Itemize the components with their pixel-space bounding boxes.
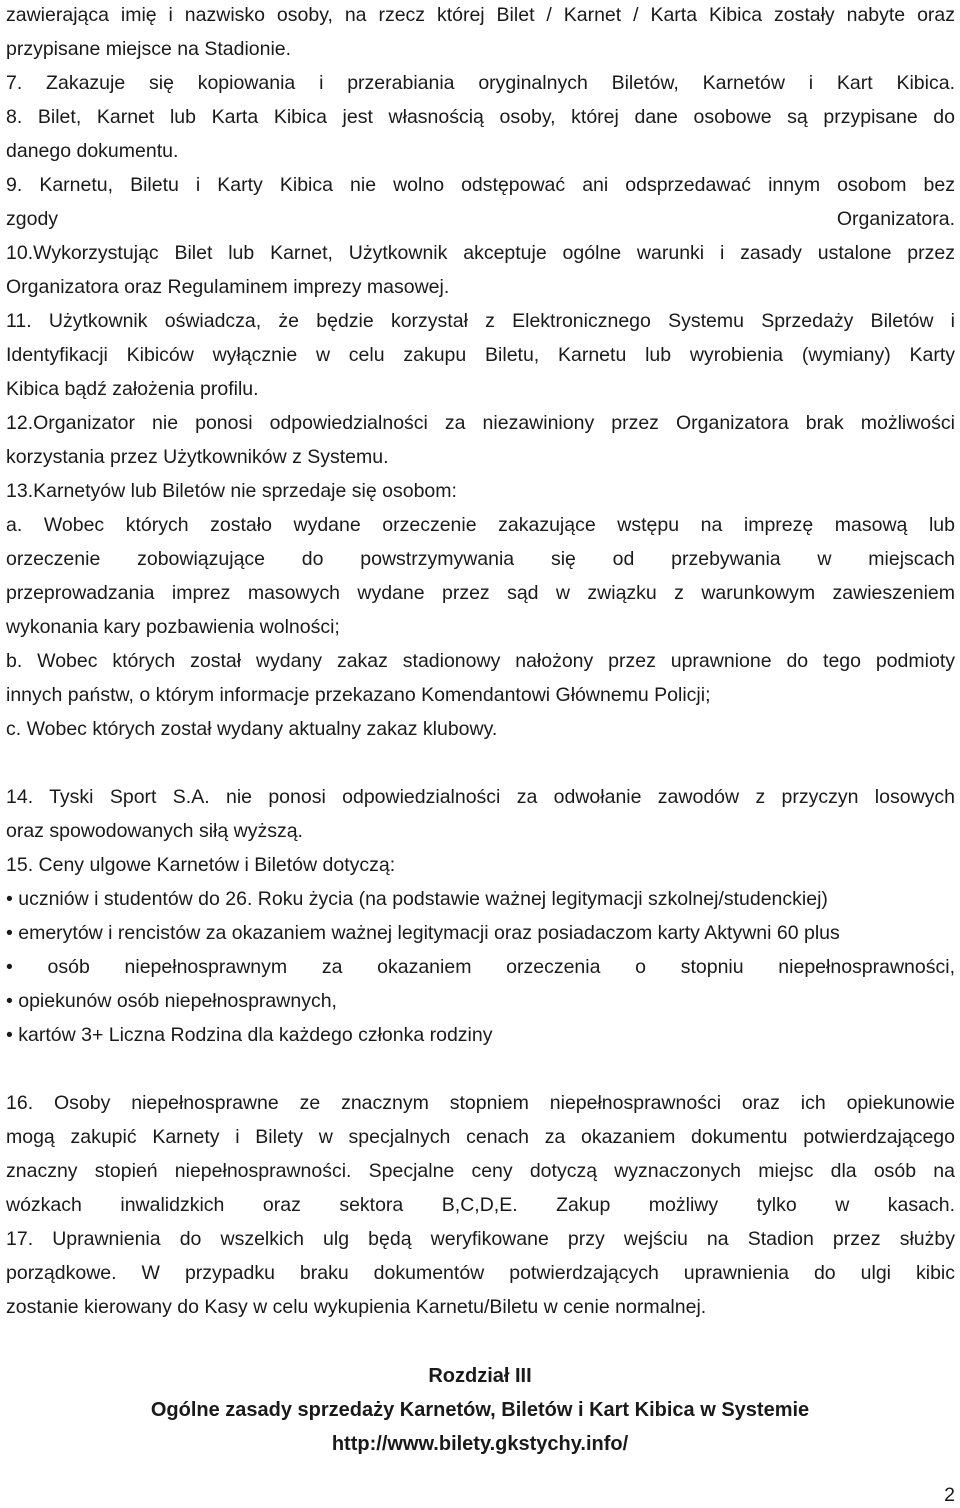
- text-line: 14. Tyski Sport S.A. nie ponosi odpowiedzialności za odwołanie zawodów z przyczyn losowych: [6, 786, 955, 808]
- page-number: 2: [944, 1484, 955, 1506]
- text-line: wykonania kary pozbawienia wolności;: [6, 616, 340, 638]
- text-line: znaczny stopień niepełnosprawności. Specjalne ceny dotyczą wyznaczonych miejsc dla osób na: [6, 1160, 955, 1182]
- text-line: Organizatora oraz Regulaminem imprezy masowej.: [6, 276, 450, 298]
- text-line: oraz spowodowanych siłą wyższą.: [6, 820, 303, 842]
- text-line: korzystania przez Użytkowników z Systemu.: [6, 446, 389, 468]
- text-line: mogą zakupić Karnety i Bilety w specjalnych cenach za okazaniem dokumentu potwierdzającego: [6, 1126, 955, 1148]
- bullet-item: • osób niepełnosprawnym za okazaniem orzeczenia o stopniu niepełnosprawności,: [6, 956, 955, 978]
- bullet-item: • opiekunów osób niepełnosprawnych,: [6, 990, 337, 1012]
- text-line: b. Wobec których został wydany zakaz stadionowy nałożony przez uprawnione do tego podmioty: [6, 650, 955, 672]
- chapter-title: Ogólne zasady sprzedaży Karnetów, Biletów i Kart Kibica w Systemie: [150, 1399, 810, 1421]
- text-line: Identyfikacji Kibiców wyłącznie w celu zakupu Biletu, Karnetu lub wyrobienia (wymiany) Karty: [6, 344, 955, 366]
- chapter-number: Rozdział III: [428, 1365, 532, 1387]
- text-line: zawierająca imię i nazwisko osoby, na rzecz której Bilet / Karnet / Karta Kibica zostały nabyte oraz: [6, 4, 955, 26]
- text-line: porządkowe. W przypadku braku dokumentów potwierdzających uprawnienia do ulgi kibic: [6, 1262, 955, 1284]
- bullet-item: • uczniów i studentów do 26. Roku życia (na podstawie ważnej legitymacji szkolnej/studenckiej): [6, 888, 828, 910]
- text-line: 11. Użytkownik oświadcza, że będzie korzystał z Elektronicznego Systemu Sprzedaży Biletów i: [6, 310, 955, 332]
- text-line: 12.Organizator nie ponosi odpowiedzialności za niezawiniony przez Organizatora brak możliwości: [6, 412, 955, 434]
- text-line: 8. Bilet, Karnet lub Karta Kibica jest własnością osoby, której dane osobowe są przypisane do: [6, 106, 955, 128]
- text-line: Kibica bądź założenia profilu.: [6, 378, 259, 400]
- text-line: 17. Uprawnienia do wszelkich ulg będą weryfikowane przy wejściu na Stadion przez służby: [6, 1228, 955, 1250]
- text-line: c. Wobec których został wydany aktualny zakaz klubowy.: [6, 718, 498, 740]
- text-line: danego dokumentu.: [6, 140, 179, 162]
- text-line: orzeczenie zobowiązujące do powstrzymywania się od przebywania w miejscach: [6, 548, 955, 570]
- text-line: 15. Ceny ulgowe Karnetów i Biletów dotyczą:: [6, 854, 396, 876]
- text-line: 9. Karnetu, Biletu i Karty Kibica nie wolno odstępować ani odsprzedawać innym osobom bez: [6, 174, 955, 196]
- text-line: a. Wobec których zostało wydane orzeczenie zakazujące wstępu na imprezę masową lub: [6, 514, 955, 536]
- text-line: innych państw, o którym informacje przekazano Komendantowi Głównemu Policji;: [6, 684, 711, 706]
- text-line: 7. Zakazuje się kopiowania i przerabiania oryginalnych Biletów, Karnetów i Kart Kibica.: [6, 72, 955, 94]
- text-line: przeprowadzania imprez masowych wydane przez sąd w związku z warunkowym zawieszeniem: [6, 582, 955, 604]
- text-line: wózkach inwalidzkich oraz sektora B,C,D,E. Zakup możliwy tylko w kasach.: [6, 1194, 955, 1216]
- bullet-item: • kartów 3+ Liczna Rodzina dla każdego członka rodziny: [6, 1024, 493, 1046]
- text-line: 13.Karnetyów lub Biletów nie sprzedaje się osobom:: [6, 480, 457, 502]
- text-line: przypisane miejsce na Stadionie.: [6, 38, 292, 60]
- text-line: zgody Organizatora.: [6, 208, 955, 230]
- bullet-item: • emerytów i rencistów za okazaniem ważnej legitymacji oraz posiadaczom karty Aktywni 60 plus: [6, 922, 840, 944]
- text-line: zostanie kierowany do Kasy w celu wykupienia Karnetu/Biletu w cenie normalnej.: [6, 1296, 707, 1318]
- chapter-url: http://www.bilety.gkstychy.info/: [331, 1433, 629, 1455]
- text-line: 10.Wykorzystując Bilet lub Karnet, Użytkownik akceptuje ogólne warunki i zasady ustalone przez: [6, 242, 955, 264]
- text-line: 16. Osoby niepełnosprawne ze znacznym stopniem niepełnosprawności oraz ich opiekunowie: [6, 1092, 955, 1114]
